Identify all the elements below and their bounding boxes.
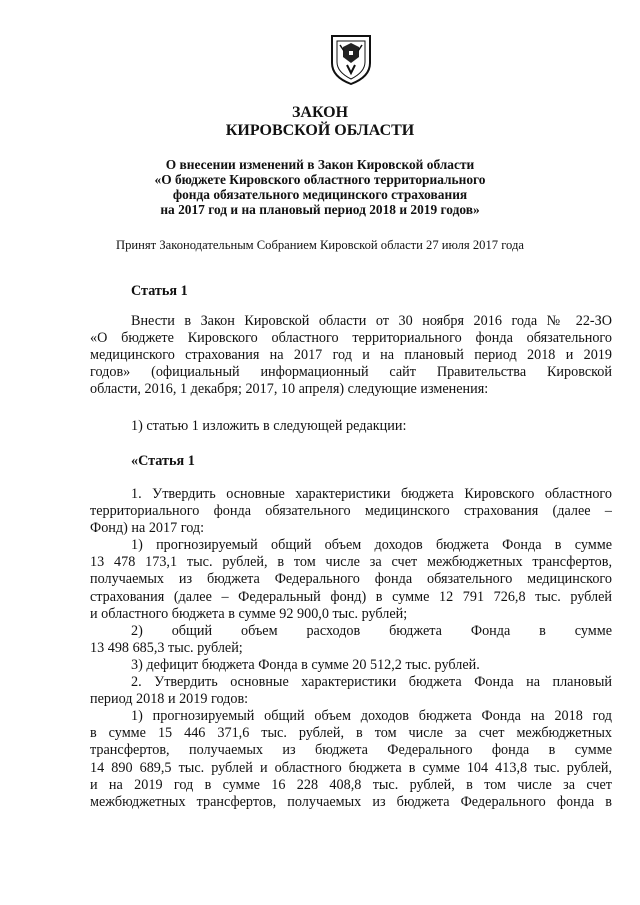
coat-of-arms-icon: [329, 33, 373, 85]
law-region: КИРОВСКОЙ ОБЛАСТИ: [225, 122, 415, 139]
text-line: территориального фонда обязательного медицинского страхования (далее –: [90, 503, 612, 520]
amendment-item: [90, 418, 612, 435]
quoted-article-body: [90, 486, 612, 811]
text-line: Внести в Закон Кировской области от 30 ноября 2016 года № 22-ЗО: [131, 313, 612, 329]
text-line: и на 2019 год в сумме 16 228 408,8 тыс. рублей, в том числе за счет: [90, 776, 612, 793]
text-line: Фонд) на 2017 год:: [90, 520, 205, 537]
text-line: 1) статью 1 изложить в следующей редакции:: [131, 418, 407, 434]
law-subtitle: [0, 157, 640, 217]
text-line: 14 890 689,5 тыс. рублей и областного бюджета в сумме 104 413,8 тыс. рублей,: [90, 759, 612, 776]
text-line: получаемых из бюджета Федерального фонда обязательного медицинского: [90, 571, 612, 588]
adoption-note: Принят Законодательным Собранием Кировской области 27 июля 2017 года: [116, 238, 524, 252]
text-line: 2) общий объем расходов бюджета Фонда в сумме: [131, 622, 612, 639]
text-line: «О бюджете Кировского областного территориального фонда обязательного: [90, 330, 612, 347]
text-line: медицинского страхования на 2017 год и на плановый период 2018 и 2019: [90, 347, 612, 364]
text-line: страхования (далее – Федеральный фонд) в сумме 12 791 726,8 тыс. рублей: [90, 588, 612, 605]
text-line: трансфертов, получаемых из бюджета Федерального фонда в сумме: [90, 742, 612, 759]
subtitle-line: «О бюджете Кировского областного территориального: [154, 172, 486, 187]
quoted-article-heading: «Статья 1: [131, 453, 195, 469]
text-line: межбюджетных трансфертов, получаемых из бюджета Федерального фонда в: [90, 793, 612, 810]
text-line: период 2018 и 2019 годов:: [90, 691, 249, 708]
text-line: 13 498 685,3 тыс. рублей;: [90, 639, 243, 656]
article-intro: [90, 313, 612, 398]
text-line: 1) прогнозируемый общий объем доходов бюджета Фонда на 2018 год: [131, 708, 612, 725]
article-heading: Статья 1: [131, 283, 188, 299]
text-line: 1. Утвердить основные характеристики бюджета Кировского областного: [131, 486, 612, 502]
text-line: и областного бюджета в сумме 92 900,0 тыс. рублей;: [90, 605, 408, 622]
subtitle-line: фонда обязательного медицинского страхования: [172, 187, 468, 202]
subtitle-line: О внесении изменений в Закон Кировской области: [165, 157, 475, 172]
subtitle-line: на 2017 год и на плановый период 2018 и 2019 годов»: [160, 202, 480, 217]
text-line: в сумме 15 446 371,6 тыс. рублей, в том числе за счет межбюджетных: [90, 725, 612, 742]
law-title: ЗАКОН: [291, 104, 349, 121]
text-line: области, 2016, 1 декабря; 2017, 10 апреля) следующие изменения:: [90, 381, 489, 398]
text-line: 2. Утвердить основные характеристики бюджета Фонда на плановый: [131, 674, 612, 691]
text-line: 13 478 173,1 тыс. рублей, в том числе за счет межбюджетных трансфертов,: [90, 554, 612, 571]
text-line: 3) дефицит бюджета Фонда в сумме 20 512,2 тыс. рублей.: [131, 656, 480, 673]
text-line: 1) прогнозируемый общий объем доходов бюджета Фонда в сумме: [131, 537, 612, 554]
text-line: годов» (официальный информационный сайт Правительства Кировской: [90, 364, 612, 381]
